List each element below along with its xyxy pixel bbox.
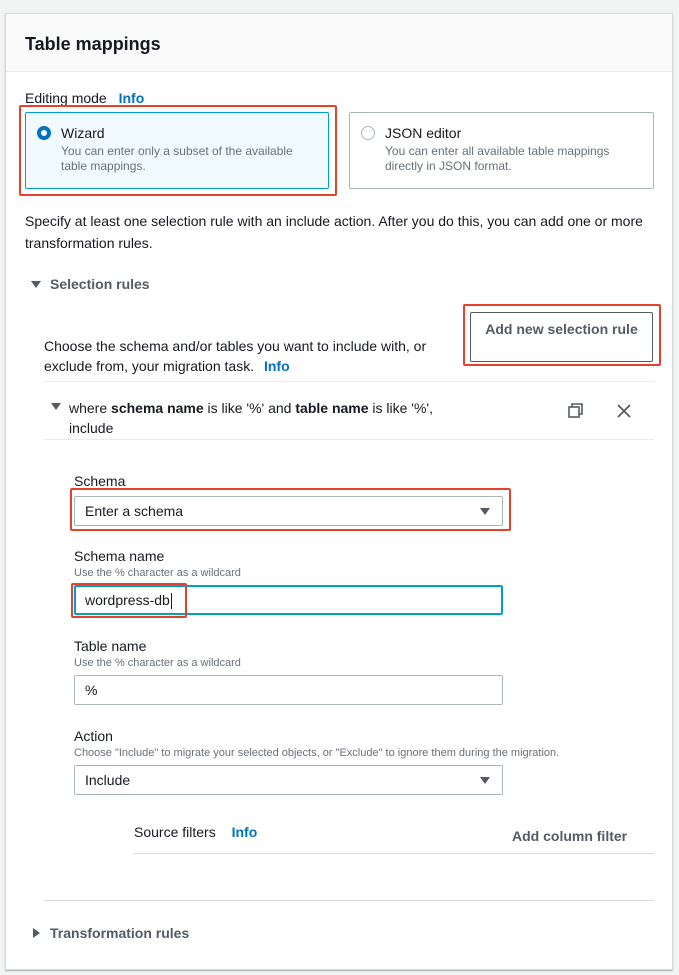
selection-rules-title[interactable]: Selection rules: [50, 276, 150, 292]
panel-header: [6, 14, 672, 72]
rule-summary-where: where: [69, 400, 108, 416]
divider: [44, 381, 654, 382]
json-editor-description: You can enter all available table mappings directly in JSON format.: [385, 144, 610, 173]
close-icon[interactable]: [614, 401, 634, 421]
schema-label: Schema: [74, 473, 126, 489]
table-name-input[interactable]: [74, 675, 503, 705]
copy-icon[interactable]: [566, 401, 586, 421]
schema-name-hint: Use the % character as a wildcard: [74, 567, 241, 579]
wizard-description: You can enter only a subset of the available table mappings.: [61, 144, 293, 173]
editing-mode-info-link[interactable]: Info: [118, 90, 145, 106]
json-editor-title: JSON editor: [385, 125, 462, 141]
highlight-schema-name: [71, 583, 187, 618]
rule-expand-caret-icon[interactable]: [51, 403, 61, 410]
selection-rules-description: [44, 336, 454, 376]
table-name-value: %: [85, 682, 98, 698]
schema-select-value: Enter a schema: [85, 503, 184, 519]
rule-summary-action: include: [69, 420, 114, 436]
add-new-selection-rule-button[interactable]: Add new selection rule: [470, 312, 653, 362]
table-mappings-panel: [5, 13, 673, 970]
highlight-add-rule: [463, 304, 661, 366]
json-editor-radio[interactable]: [361, 126, 375, 140]
rule-summary-table: table name: [295, 400, 369, 416]
highlight-wizard: [19, 105, 337, 196]
selection-rules-caret-icon[interactable]: [31, 281, 41, 288]
editing-mode-text: Editing mode: [25, 90, 107, 106]
table-name-label: Table name: [74, 638, 147, 654]
source-filters-header: [134, 824, 257, 840]
highlight-schema: [70, 488, 511, 531]
action-select-value: Include: [85, 772, 131, 788]
divider: [44, 900, 654, 901]
json-editor-option[interactable]: [349, 112, 654, 189]
source-filters-label: Source filters: [134, 824, 216, 840]
rule-summary-schema: schema name: [111, 400, 204, 416]
schema-name-label: Schema name: [74, 548, 165, 564]
rule-summary-like-2: is like '%',: [372, 400, 433, 416]
selection-rules-description-text: Choose the schema and/or tables you want to include with, or exclude from, your migration task.: [44, 338, 427, 374]
rule-summary-like-1: is like '%' and: [207, 400, 292, 416]
selection-rules-info-link[interactable]: Info: [263, 358, 290, 374]
action-label: Action: [74, 728, 113, 744]
divider: [44, 439, 654, 440]
source-filters-info-link[interactable]: Info: [231, 824, 258, 840]
transformation-rules-caret-icon[interactable]: [33, 928, 40, 938]
rule-summary[interactable]: [69, 398, 459, 438]
add-column-filter-button[interactable]: Add column filter: [512, 828, 628, 844]
transformation-rules-title[interactable]: Transformation rules: [50, 925, 190, 941]
wizard-title: Wizard: [61, 125, 105, 141]
action-hint: Choose "Include" to migrate your selected objects, or "Exclude" to ignore them during the migration.: [74, 747, 560, 759]
action-select[interactable]: [74, 765, 503, 795]
intro-text: Specify at least one selection rule with an include action. After you do this, you can add one or more transformation rules.: [25, 213, 643, 251]
divider: [134, 853, 654, 854]
editing-mode-label: [25, 90, 144, 106]
table-name-hint: Use the % character as a wildcard: [74, 657, 241, 669]
chevron-down-icon: [480, 777, 490, 784]
panel-title: Table mappings: [25, 34, 161, 54]
schema-name-value: wordpress-db: [85, 592, 170, 608]
